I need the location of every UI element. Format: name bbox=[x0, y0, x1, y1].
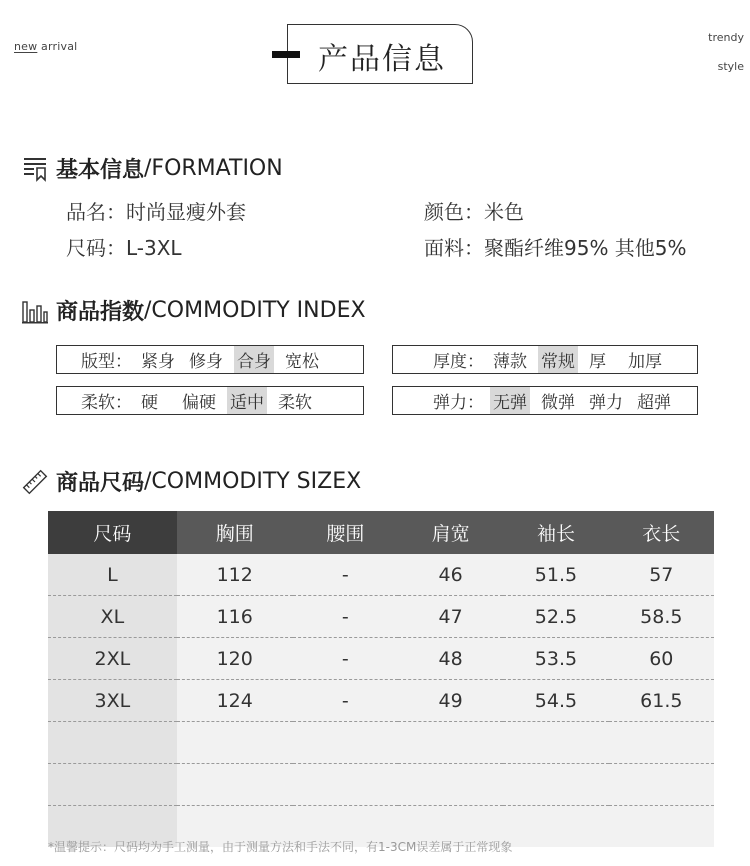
bookmark-list-icon bbox=[22, 156, 48, 182]
product-fabric: 面料：聚酯纤维95% 其他5% bbox=[424, 236, 687, 260]
size-heading bbox=[22, 466, 361, 497]
index-label-fit: 版型： bbox=[81, 352, 132, 372]
cell-length: 57 bbox=[609, 554, 714, 596]
fit-option-slim: 修身 bbox=[189, 352, 223, 372]
cell-sleeve: 52.5 bbox=[503, 596, 608, 638]
bar-chart-icon bbox=[22, 298, 48, 324]
thickness-option-thick: 厚 bbox=[589, 352, 606, 372]
fit-option-tight: 紧身 bbox=[141, 352, 175, 372]
elasticity-option-none-selected: 无弹 bbox=[490, 387, 530, 414]
cell-length bbox=[609, 722, 714, 764]
cell-size: 3XL bbox=[48, 680, 177, 722]
product-name: 品名：时尚显瘦外套 bbox=[66, 200, 246, 224]
softness-option-hard: 硬 bbox=[141, 393, 158, 413]
cell-length bbox=[609, 764, 714, 806]
product-size-range: 尺码：L-3XL bbox=[66, 236, 182, 260]
cell-chest: 116 bbox=[177, 596, 293, 638]
cell-shoulder: 48 bbox=[398, 638, 503, 680]
style-tag: style bbox=[717, 60, 744, 73]
col-header-sleeve: 袖长 bbox=[503, 511, 608, 554]
product-color: 颜色：米色 bbox=[424, 200, 524, 224]
new-arrival-word-arrival: arrival bbox=[37, 40, 78, 53]
page-title: 产品信息 bbox=[318, 42, 446, 77]
size-table bbox=[48, 511, 714, 847]
cell-chest: 120 bbox=[177, 638, 293, 680]
new-arrival-word-new: new bbox=[14, 40, 38, 53]
cell-sleeve: 53.5 bbox=[503, 638, 608, 680]
ruler-icon bbox=[22, 469, 48, 495]
cell-shoulder bbox=[398, 722, 503, 764]
commodity-index-heading bbox=[22, 295, 366, 326]
cell-waist bbox=[293, 722, 398, 764]
cell-shoulder: 47 bbox=[398, 596, 503, 638]
cell-chest bbox=[177, 764, 293, 806]
cell-chest: 112 bbox=[177, 554, 293, 596]
cell-shoulder: 46 bbox=[398, 554, 503, 596]
index-label-softness: 柔软： bbox=[81, 393, 132, 413]
fit-option-regular-selected: 合身 bbox=[234, 346, 274, 373]
table-row-empty bbox=[48, 764, 714, 806]
trendy-tag: trendy bbox=[708, 31, 744, 44]
index-row-elasticity bbox=[392, 386, 698, 415]
col-header-waist: 腰围 bbox=[293, 511, 398, 554]
cell-length: 58.5 bbox=[609, 596, 714, 638]
col-header-length: 衣长 bbox=[609, 511, 714, 554]
cell-size bbox=[48, 722, 177, 764]
cell-size: L bbox=[48, 554, 177, 596]
size-title-en: /COMMODITY SIZEX bbox=[144, 469, 362, 494]
cell-chest: 124 bbox=[177, 680, 293, 722]
col-header-chest: 胸围 bbox=[177, 511, 293, 554]
cell-shoulder bbox=[398, 764, 503, 806]
cell-sleeve bbox=[503, 806, 608, 848]
elasticity-option-super: 超弹 bbox=[637, 393, 671, 413]
cell-length: 61.5 bbox=[609, 680, 714, 722]
col-header-shoulder: 肩宽 bbox=[398, 511, 503, 554]
commodity-index-title-en: /COMMODITY INDEX bbox=[144, 298, 366, 323]
softness-option-slightly-hard: 偏硬 bbox=[182, 393, 216, 413]
cell-waist: - bbox=[293, 596, 398, 638]
new-arrival-tag bbox=[14, 40, 77, 53]
table-row bbox=[48, 596, 714, 638]
index-label-thickness: 厚度： bbox=[433, 352, 484, 372]
cell-length: 60 bbox=[609, 638, 714, 680]
softness-option-medium-selected: 适中 bbox=[227, 387, 267, 414]
cell-waist: - bbox=[293, 554, 398, 596]
cell-waist bbox=[293, 764, 398, 806]
cell-sleeve: 54.5 bbox=[503, 680, 608, 722]
cell-waist: - bbox=[293, 638, 398, 680]
thickness-option-extra-thick: 加厚 bbox=[628, 352, 662, 372]
table-row-empty bbox=[48, 722, 714, 764]
size-table-header bbox=[48, 511, 714, 554]
index-label-elasticity: 弹力： bbox=[433, 393, 484, 413]
softness-option-soft: 柔软 bbox=[278, 393, 312, 413]
cell-sleeve bbox=[503, 764, 608, 806]
elasticity-option-slight: 微弹 bbox=[541, 393, 575, 413]
measurement-note: *温馨提示：尺码均为手工测量，由于测量方法和手法不同，有1-3CM误差属于正常现象 bbox=[48, 840, 513, 854]
col-header-size: 尺码 bbox=[48, 511, 177, 554]
thickness-option-thin: 薄款 bbox=[493, 352, 527, 372]
cell-size: 2XL bbox=[48, 638, 177, 680]
cell-sleeve bbox=[503, 722, 608, 764]
cell-sleeve: 51.5 bbox=[503, 554, 608, 596]
index-row-thickness bbox=[392, 345, 698, 374]
cell-size bbox=[48, 764, 177, 806]
basic-info-title-zh: 基本信息 bbox=[56, 158, 145, 183]
elasticity-option-elastic: 弹力 bbox=[589, 393, 623, 413]
table-row bbox=[48, 554, 714, 596]
commodity-index-title-zh: 商品指数 bbox=[56, 300, 145, 325]
title-bar-decoration bbox=[272, 51, 300, 58]
thickness-option-regular-selected: 常规 bbox=[538, 346, 578, 373]
basic-info-heading bbox=[22, 153, 283, 184]
cell-shoulder: 49 bbox=[398, 680, 503, 722]
index-row-softness bbox=[56, 386, 364, 415]
cell-length bbox=[609, 806, 714, 848]
table-row bbox=[48, 638, 714, 680]
cell-waist: - bbox=[293, 680, 398, 722]
size-title-zh: 商品尺码 bbox=[56, 471, 145, 496]
fit-option-loose: 宽松 bbox=[285, 352, 319, 372]
basic-info-title-en: /FORMATION bbox=[144, 156, 283, 181]
cell-size: XL bbox=[48, 596, 177, 638]
cell-chest bbox=[177, 722, 293, 764]
index-row-fit bbox=[56, 345, 364, 374]
table-row bbox=[48, 680, 714, 722]
